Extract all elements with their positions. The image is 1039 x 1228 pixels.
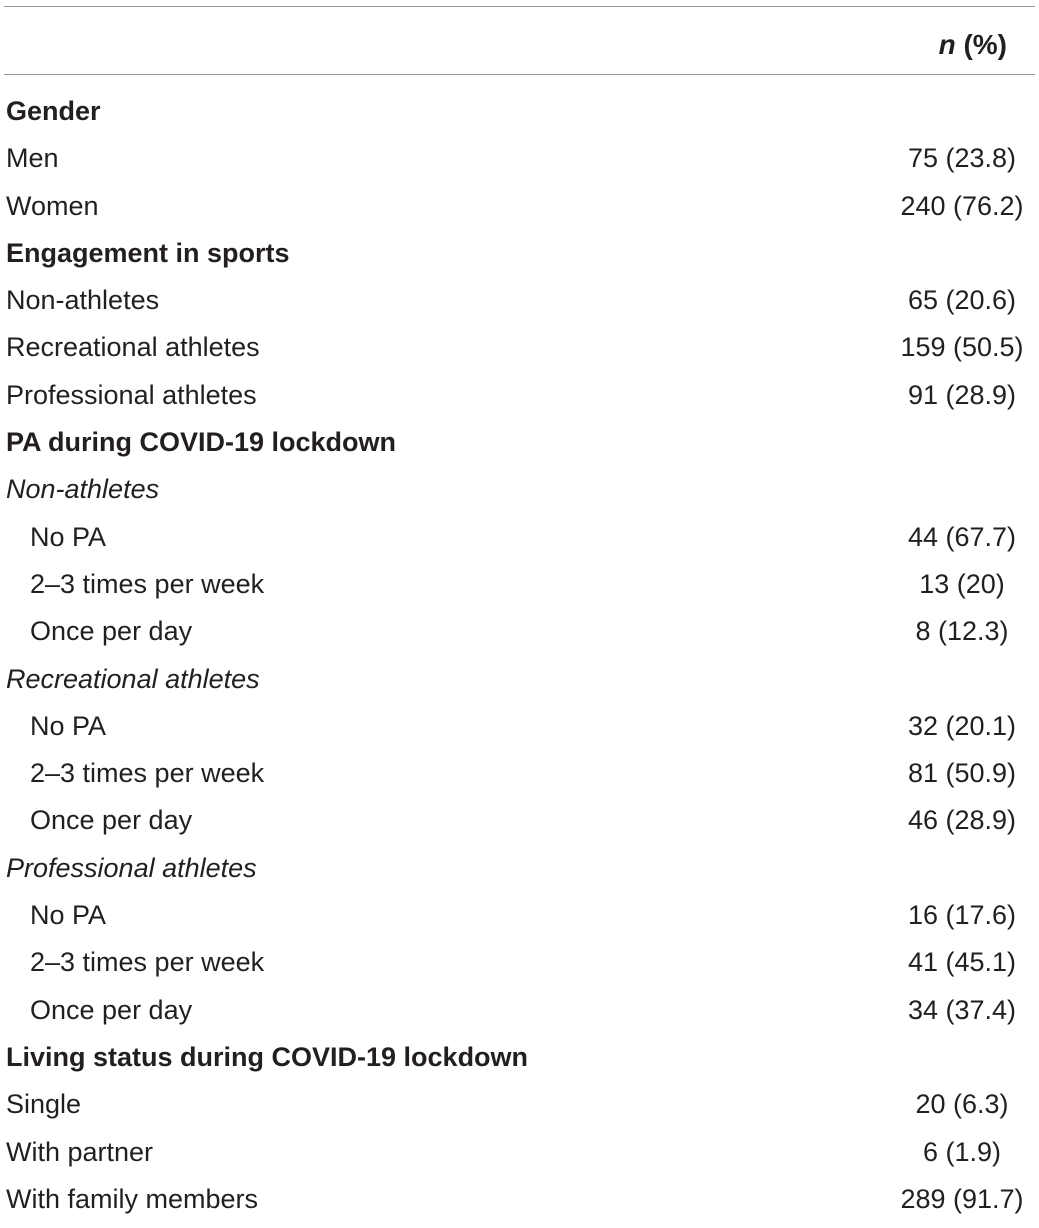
table-header <box>4 7 1039 74</box>
table-body <box>4 75 1039 1223</box>
row-label: Once per day <box>30 805 193 836</box>
row-value: 91 (28.9) <box>907 379 1017 410</box>
table-row <box>4 608 1039 655</box>
section-heading-row <box>4 419 1039 466</box>
column-header-n-percent <box>939 29 1007 61</box>
row-label: Professional athletes <box>6 379 257 410</box>
row-value: 289 (91.7) <box>900 1183 1024 1214</box>
row-value: 46 (28.9) <box>907 805 1017 836</box>
section-heading-row <box>4 1034 1039 1081</box>
n-symbol: n <box>938 29 956 60</box>
section-heading-row <box>4 88 1039 135</box>
subgroup-heading-row <box>4 466 1039 513</box>
row-label: 2–3 times per week <box>30 568 265 599</box>
table-row <box>4 514 1039 561</box>
row-value: 44 (67.7) <box>907 521 1017 552</box>
subgroup-heading-row <box>4 656 1039 703</box>
demographics-table <box>4 6 1039 1223</box>
row-label: No PA <box>30 900 107 931</box>
row-value: 16 (17.6) <box>907 900 1017 931</box>
row-label: No PA <box>30 521 107 552</box>
row-label: Men <box>6 143 59 174</box>
table-row <box>4 750 1039 797</box>
row-value: 240 (76.2) <box>900 190 1024 221</box>
table-row <box>4 183 1039 230</box>
table-row <box>4 324 1039 371</box>
row-label: Once per day <box>30 616 193 647</box>
table-row <box>4 1129 1039 1176</box>
row-label: Recreational athletes <box>6 663 260 694</box>
row-label: Once per day <box>30 994 193 1025</box>
row-value: 41 (45.1) <box>907 947 1017 978</box>
row-label: PA during COVID-19 lockdown <box>6 427 397 458</box>
row-label: Non-athletes <box>6 285 160 316</box>
row-value: 75 (23.8) <box>907 143 1017 174</box>
row-label: With family members <box>6 1183 259 1214</box>
percent-symbol: (%) <box>963 29 1007 60</box>
row-value: 81 (50.9) <box>907 758 1017 789</box>
subgroup-heading-row <box>4 845 1039 892</box>
table-row <box>4 277 1039 324</box>
row-label: Gender <box>6 96 101 126</box>
row-label: Recreational athletes <box>6 332 260 363</box>
row-label: 2–3 times per week <box>30 758 265 789</box>
table-row <box>4 135 1039 182</box>
table-row <box>4 561 1039 608</box>
row-label: With partner <box>6 1136 154 1167</box>
table-row <box>4 372 1039 419</box>
table-row <box>4 703 1039 750</box>
section-heading-row <box>4 230 1039 277</box>
row-value: 34 (37.4) <box>907 994 1017 1025</box>
row-value: 8 (12.3) <box>915 616 1009 647</box>
row-value: 159 (50.5) <box>900 332 1024 363</box>
row-value: 6 (1.9) <box>922 1136 1002 1167</box>
table-row <box>4 939 1039 986</box>
row-label: No PA <box>30 710 107 741</box>
row-value: 65 (20.6) <box>907 285 1017 316</box>
table-row <box>4 987 1039 1034</box>
row-label: Living status during COVID-19 lockdown <box>6 1041 529 1072</box>
row-label: 2–3 times per week <box>30 947 265 978</box>
row-label: Single <box>6 1089 82 1120</box>
row-value: 32 (20.1) <box>907 710 1017 741</box>
table-row <box>4 1176 1039 1223</box>
row-label: Engagement in sports <box>6 237 290 268</box>
table-row <box>4 1081 1039 1128</box>
row-label: Professional athletes <box>6 852 257 883</box>
table-row <box>4 892 1039 939</box>
row-label: Non-athletes <box>6 474 160 505</box>
row-value: 20 (6.3) <box>915 1089 1009 1120</box>
table-row <box>4 797 1039 844</box>
row-value: 13 (20) <box>919 568 1005 599</box>
row-label: Women <box>6 190 99 221</box>
